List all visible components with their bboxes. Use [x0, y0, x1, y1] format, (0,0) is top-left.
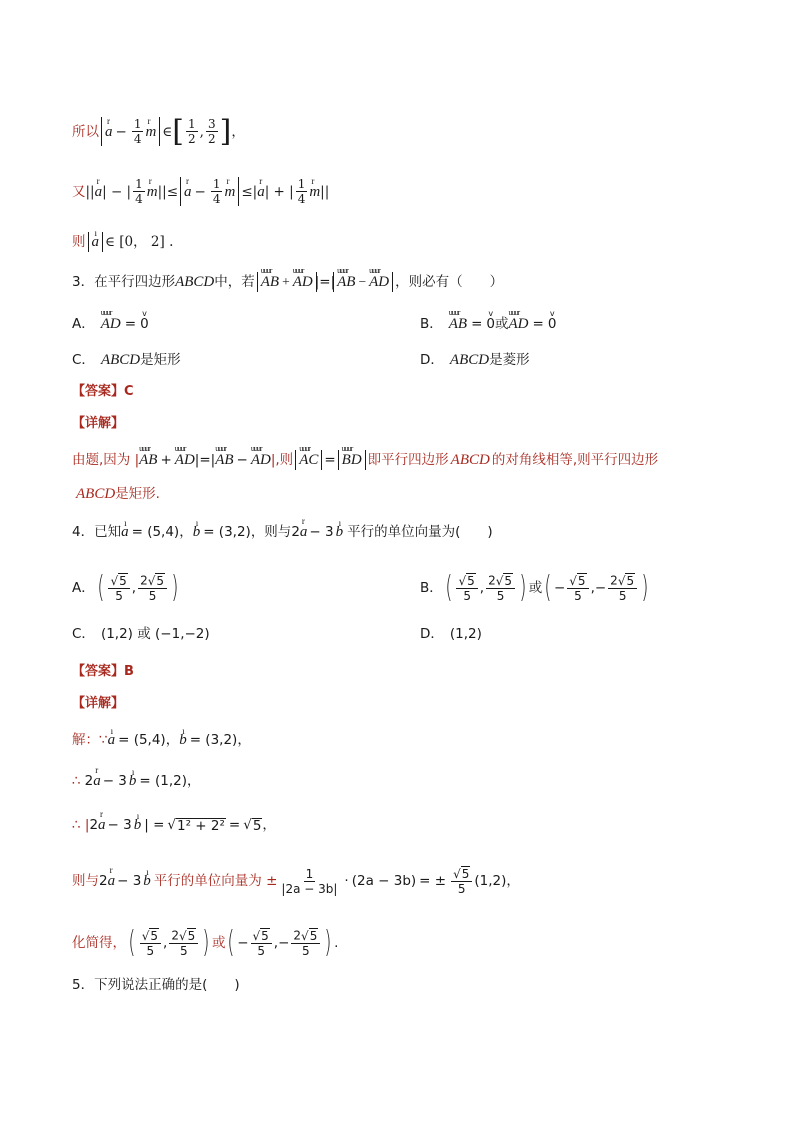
equals: =: [228, 817, 241, 833]
minus-3: − 3: [102, 773, 127, 789]
math-abcd: ABCD: [449, 352, 490, 368]
radicand: 5: [577, 574, 586, 588]
detail-label: 【详解】: [72, 416, 125, 431]
vector-b: ı b: [193, 522, 201, 542]
fraction: √ 5 5: [456, 573, 477, 603]
fraction: [279, 867, 339, 896]
comma: ，: [237, 732, 251, 748]
coef: 2: [293, 928, 302, 943]
text-prefix: 则: [72, 234, 86, 250]
coef-2: 2: [84, 773, 94, 789]
fraction: √ 5 5: [567, 573, 588, 603]
value-a: = (5,4): [131, 524, 180, 540]
bracket-close: ]: [219, 113, 232, 149]
comma: ，: [262, 817, 276, 833]
text-rest: ∈ [0， 2] .: [105, 234, 174, 250]
text: 解：∵: [72, 732, 108, 748]
fraction-den: 2: [188, 132, 196, 146]
answer-label: 【答案】C: [72, 384, 134, 399]
vector-a: r a: [98, 815, 106, 835]
text-suffix: ，: [231, 123, 245, 140]
vector-a: r a: [95, 182, 103, 202]
period: .: [334, 935, 339, 951]
equals: | =: [144, 817, 165, 833]
radicand: 5: [150, 929, 159, 943]
paren-close: ): [519, 570, 527, 605]
vector-a: ı a: [108, 730, 116, 750]
coef-2: 2: [89, 817, 99, 833]
abs-minus: | − |: [102, 183, 132, 200]
radicand: 5: [261, 929, 269, 943]
fraction-den: 5: [302, 944, 310, 958]
radicand: 5: [252, 817, 262, 834]
fraction-den: 4: [212, 192, 221, 206]
paren-open: (: [128, 925, 136, 960]
text: 则与: [72, 873, 99, 889]
vector-b: ı b: [179, 730, 187, 750]
equals: =: [532, 316, 544, 332]
text: |,则: [270, 452, 294, 468]
vector-a: r a: [105, 122, 113, 142]
fraction: √ 5 5: [140, 928, 161, 958]
math-abcd: ABCD: [175, 274, 215, 290]
abs-expression: [257, 272, 317, 292]
symbol-le: ≤|: [241, 183, 258, 200]
option-c-text: (1,2) 或 (−1,−2): [100, 626, 210, 642]
comma: ,: [199, 123, 204, 140]
option-d: [420, 350, 530, 370]
vector-ad: uuur AD: [175, 450, 195, 470]
text: 3．在平行四边形: [72, 274, 176, 290]
fraction-num: 1: [135, 177, 143, 191]
value: = (1,2): [139, 773, 187, 789]
fraction-quarter: [211, 177, 223, 206]
value-a: = (5,4): [118, 732, 166, 748]
option-d-label: D．: [420, 626, 444, 642]
question-4-step-4: [72, 866, 754, 896]
plus: +: [160, 452, 172, 468]
fraction-quarter: [133, 177, 145, 206]
fraction-den: 2: [207, 132, 216, 146]
question-3-detail-label: [72, 414, 754, 434]
fraction-den: 5: [463, 589, 471, 603]
coef: 2: [171, 928, 179, 943]
coef: 2: [610, 573, 618, 588]
fraction-den: 5: [179, 944, 188, 958]
paren-open: (: [97, 570, 105, 605]
option-a-label: A．: [72, 316, 95, 332]
option-c-label: C．: [72, 352, 95, 368]
solution-line-3: [72, 232, 754, 252]
equals: |=|: [314, 274, 336, 290]
abs-expression: [88, 232, 104, 252]
text: 4．已知: [72, 524, 122, 540]
fraction-den: 4: [297, 192, 306, 206]
question-4-step-2: [72, 771, 754, 791]
vector-b: ı b: [134, 815, 142, 835]
vector-a: ı a: [121, 522, 129, 542]
fraction-num: 3: [207, 117, 216, 131]
solution-line-1: [72, 113, 754, 149]
paren-close: ): [202, 925, 210, 960]
text-prefix: 又: [72, 183, 86, 200]
fraction-num: 1: [133, 117, 142, 131]
coef-2: 2: [291, 524, 300, 540]
question-4-detail-label: [72, 694, 754, 714]
vector-ab: uuur AB: [139, 450, 157, 470]
text-prefix: 所以: [72, 123, 99, 140]
option-d-text: 是菱形: [489, 352, 530, 368]
fraction-den: 5: [457, 882, 466, 896]
fraction-den: 5: [257, 944, 265, 958]
vector-b: ı b: [336, 522, 344, 542]
option-d-label: D．: [420, 352, 444, 368]
vector-a: r a: [93, 771, 101, 791]
vector-a: r a: [184, 182, 192, 202]
comma: ，: [179, 524, 193, 540]
coef: 2: [140, 573, 148, 588]
abs-bars: ||: [85, 183, 95, 200]
radicand: 5: [156, 574, 164, 588]
paren-open: (: [544, 570, 552, 605]
equals: =: [471, 316, 483, 332]
question-3-options-cd: [72, 350, 754, 370]
equals: =: [324, 452, 336, 468]
minus: −: [194, 183, 206, 200]
abs-ac: [295, 450, 322, 470]
fraction: √ 5 5: [108, 573, 129, 603]
fraction-num: 1: [188, 117, 196, 131]
fraction: 2 √ 5 5: [608, 573, 637, 603]
minus-3: − 3: [309, 524, 334, 540]
text: 化简得，: [72, 935, 126, 951]
zero-vector: v 0: [548, 314, 557, 334]
fraction: 2 √ 5 5: [291, 928, 320, 958]
radicand: 5: [626, 574, 635, 588]
question-3-answer: [72, 382, 754, 402]
math-abcd: ABCD: [450, 452, 490, 468]
comma: ，: [165, 732, 180, 748]
vector-ab: uuur AB: [337, 272, 355, 292]
vector-ad: uuur AD: [293, 272, 313, 292]
question-4-answer: [72, 662, 754, 682]
fraction: √ 5 5: [451, 866, 472, 896]
vector-b: ı b: [143, 871, 151, 891]
fraction-three-halves: [206, 117, 218, 146]
option-b: [420, 314, 556, 334]
fraction-num: 1: [297, 177, 306, 191]
fraction-den: 5: [618, 589, 627, 603]
solution-line-2: [72, 177, 754, 206]
value-b: = (3,2): [203, 524, 251, 540]
text: 5．下列说法正确的是( ): [72, 977, 240, 993]
radicand: 5: [467, 574, 475, 588]
value: (1,2): [474, 873, 507, 889]
vector-a: r a: [300, 522, 308, 542]
question-3-stem: [72, 272, 754, 292]
fraction-den: 5: [146, 944, 155, 958]
minus-3: − 3: [117, 873, 142, 889]
equals: |=|: [194, 452, 216, 468]
text: 平行的单位向量为( ): [347, 524, 493, 540]
vector-ad: uuur AD: [101, 314, 121, 334]
vector-ab: uuur AB: [215, 450, 233, 470]
vector-ad: uuur AD: [251, 450, 271, 470]
fraction: 2 √ 5 5: [486, 573, 515, 603]
symbol-in: ∈: [162, 123, 173, 140]
option-d-text: (1,2): [449, 626, 482, 642]
sqrt: √ 1² + 2²: [167, 817, 225, 834]
text: ∴ |: [72, 817, 90, 833]
option-b-label: B．: [420, 316, 443, 332]
vector-ad: uuur AD: [509, 314, 529, 334]
sqrt: √ 5: [243, 817, 262, 834]
equals: =: [124, 316, 137, 332]
zero-vector: v 0: [486, 314, 495, 334]
text: 即平行四边形: [367, 452, 449, 468]
comma: ，: [187, 773, 201, 789]
fraction-num: 1: [212, 177, 221, 191]
question-4-step-3: [72, 815, 754, 835]
abs-expression: r a − $\frac{1}{4}$ r m: [101, 117, 160, 146]
option-c-label: C．: [72, 626, 95, 642]
radicand: 5: [119, 574, 127, 588]
paren-close: ): [324, 925, 332, 960]
radicand: 5: [461, 867, 470, 881]
minus: −: [278, 935, 290, 951]
option-b-label: B．: [420, 580, 443, 596]
minus-3: − 3: [107, 817, 132, 833]
option-d: [420, 624, 482, 644]
fraction-den: 4: [133, 132, 142, 146]
comma: ,: [590, 580, 595, 596]
abs-expression: [180, 177, 239, 206]
paren-open: (: [227, 925, 235, 960]
radicand: 5: [309, 929, 318, 943]
text: 中，若: [214, 274, 255, 290]
equals: = ±: [419, 873, 447, 889]
vector-a: ı a: [92, 232, 100, 252]
vector-b: ı b: [129, 771, 137, 791]
fraction-den: 5: [115, 589, 123, 603]
vector-ad: uuur AD: [369, 272, 389, 292]
option-c-text: 是矩形: [140, 352, 181, 368]
dot: ·: [344, 873, 349, 889]
fraction-num: 1: [305, 866, 314, 881]
bracket-open: [: [172, 113, 185, 149]
answer-label: 【答案】B: [72, 664, 134, 679]
value-b: = (3,2): [189, 732, 238, 748]
fraction-den: 5: [148, 589, 157, 603]
question-3-solution-line-2: [76, 484, 754, 504]
fraction-den: 5: [574, 589, 582, 603]
vector-a: r a: [108, 871, 116, 891]
comma: ,: [273, 935, 279, 951]
text: ，则与: [250, 524, 292, 540]
minus: −: [236, 452, 248, 468]
expression: (2a − 3b): [351, 873, 417, 889]
text: 由题,因为 |: [72, 452, 140, 468]
plus: +: [282, 274, 290, 289]
text: 是矩形.: [115, 486, 160, 502]
vector-ac: uuur AC: [299, 450, 318, 470]
comma: ，: [506, 873, 520, 889]
question-3-options-ab: [72, 314, 754, 334]
detail-label: 【详解】: [72, 696, 125, 711]
question-5-stem: [72, 975, 754, 995]
question-4-step-1: [72, 730, 754, 750]
vector-m: r m: [145, 122, 156, 142]
text: ，则必有（ ）: [395, 274, 504, 290]
vector-m: r m: [147, 182, 158, 202]
comma: ,: [479, 580, 485, 596]
coef: 2: [488, 573, 496, 588]
coef-2: 2: [99, 873, 108, 889]
vector-ab: uuur AB: [449, 314, 467, 334]
vector-a: r a: [257, 182, 265, 202]
vector-m: r m: [224, 182, 235, 202]
abs-expression: [333, 272, 393, 292]
option-b: [420, 570, 651, 605]
minus: −: [594, 580, 607, 596]
radicand: 5: [504, 574, 513, 588]
abs-bd: [338, 450, 366, 470]
radicand: 5: [187, 929, 196, 943]
zero-vector: v 0: [140, 314, 149, 334]
fraction-den: 5: [496, 589, 505, 603]
option-a-label: A．: [72, 580, 95, 596]
fraction-quarter: [296, 177, 308, 206]
fraction: 2 √ 5 5: [138, 573, 167, 603]
paren-open: (: [445, 570, 453, 605]
paren-close: ): [171, 570, 179, 605]
text: 平行的单位向量为 ±: [153, 873, 278, 889]
text-or: 或: [211, 935, 226, 951]
vector-ab: uuur AB: [261, 272, 279, 292]
fraction-half: [186, 117, 198, 146]
fraction: 2 √ 5 5: [169, 928, 198, 958]
question-4-step-5: [72, 925, 754, 960]
comma: ,: [163, 935, 168, 951]
paren-close: ): [641, 570, 649, 605]
abs-plus: | + |: [264, 183, 294, 200]
math-abcd: ABCD: [76, 486, 116, 502]
text: 的对角线相等,则平行四边形: [491, 452, 659, 468]
fraction-den: 4: [135, 192, 143, 206]
symbol-le: ||≤: [157, 183, 179, 200]
fraction: √ 5 5: [251, 928, 272, 958]
minus: −: [358, 274, 367, 289]
vector-m: r m: [309, 182, 320, 202]
text-or: 或: [528, 580, 543, 596]
fraction-den: |2a − 3b|: [281, 881, 338, 896]
question-3-solution-line-1: [72, 450, 754, 470]
abs-bars: ||: [320, 183, 330, 200]
question-4-options-cd: [72, 624, 754, 644]
question-4-options-ab: [72, 570, 754, 605]
comma: ,: [131, 580, 137, 596]
text-or: 或: [495, 316, 509, 332]
math-abcd: ABCD: [100, 352, 141, 368]
fraction-quarter: [132, 117, 144, 146]
text: ∴: [72, 773, 81, 789]
minus: −: [553, 580, 566, 596]
radicand: 1² + 2²: [177, 817, 225, 834]
minus: −: [237, 935, 249, 951]
question-4-stem: [72, 522, 754, 542]
vector-bd: uuur BD: [342, 450, 362, 470]
